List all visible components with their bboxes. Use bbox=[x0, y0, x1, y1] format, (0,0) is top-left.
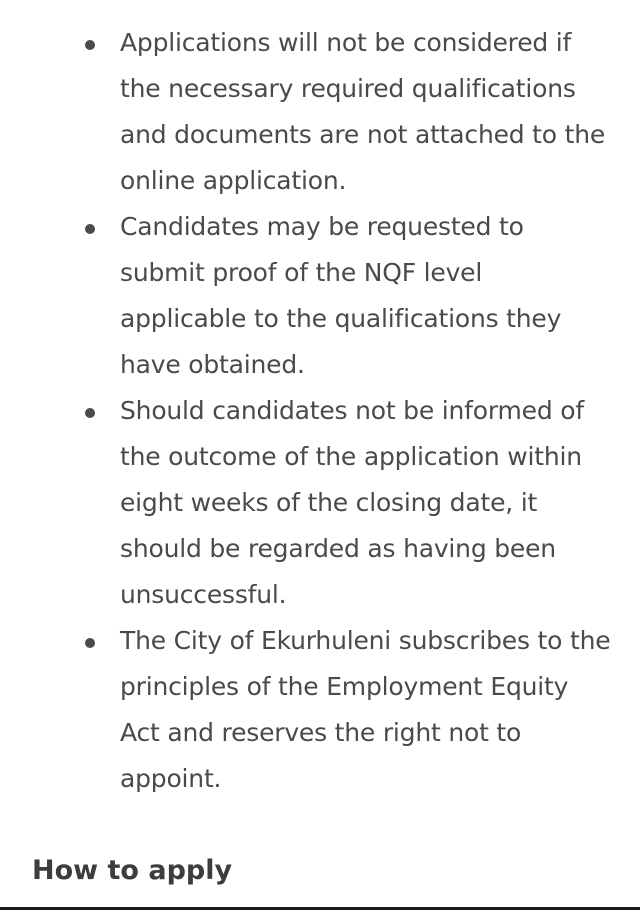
list-item-text: Applications will not be considered if the necessary required qualifications and documents are not attached to the online application. bbox=[120, 28, 606, 195]
list-item-text: Candidates may be requested to submit proof of the NQF level applicable to the qualifications they have obtained. bbox=[120, 212, 562, 379]
bullet-dot-icon bbox=[85, 40, 95, 50]
bullet-dot-icon bbox=[85, 224, 95, 234]
list-item bbox=[0, 388, 640, 618]
list-item-text: The City of Ekurhuleni subscribes to the principles of the Employment Equity Act and reserves the right not to appoint. bbox=[120, 626, 611, 793]
bullet-dot-icon bbox=[85, 638, 95, 648]
list-item bbox=[0, 20, 640, 204]
list-item bbox=[0, 204, 640, 388]
bullet-dot-icon bbox=[85, 408, 95, 418]
list-item bbox=[0, 618, 640, 802]
requirements-bullet-list bbox=[0, 20, 640, 802]
how-to-apply-heading: How to apply bbox=[32, 855, 233, 886]
list-item-text: Should candidates not be informed of the outcome of the application within eight weeks of the closing date, it should be regarded as having been unsuccessful. bbox=[120, 396, 584, 609]
